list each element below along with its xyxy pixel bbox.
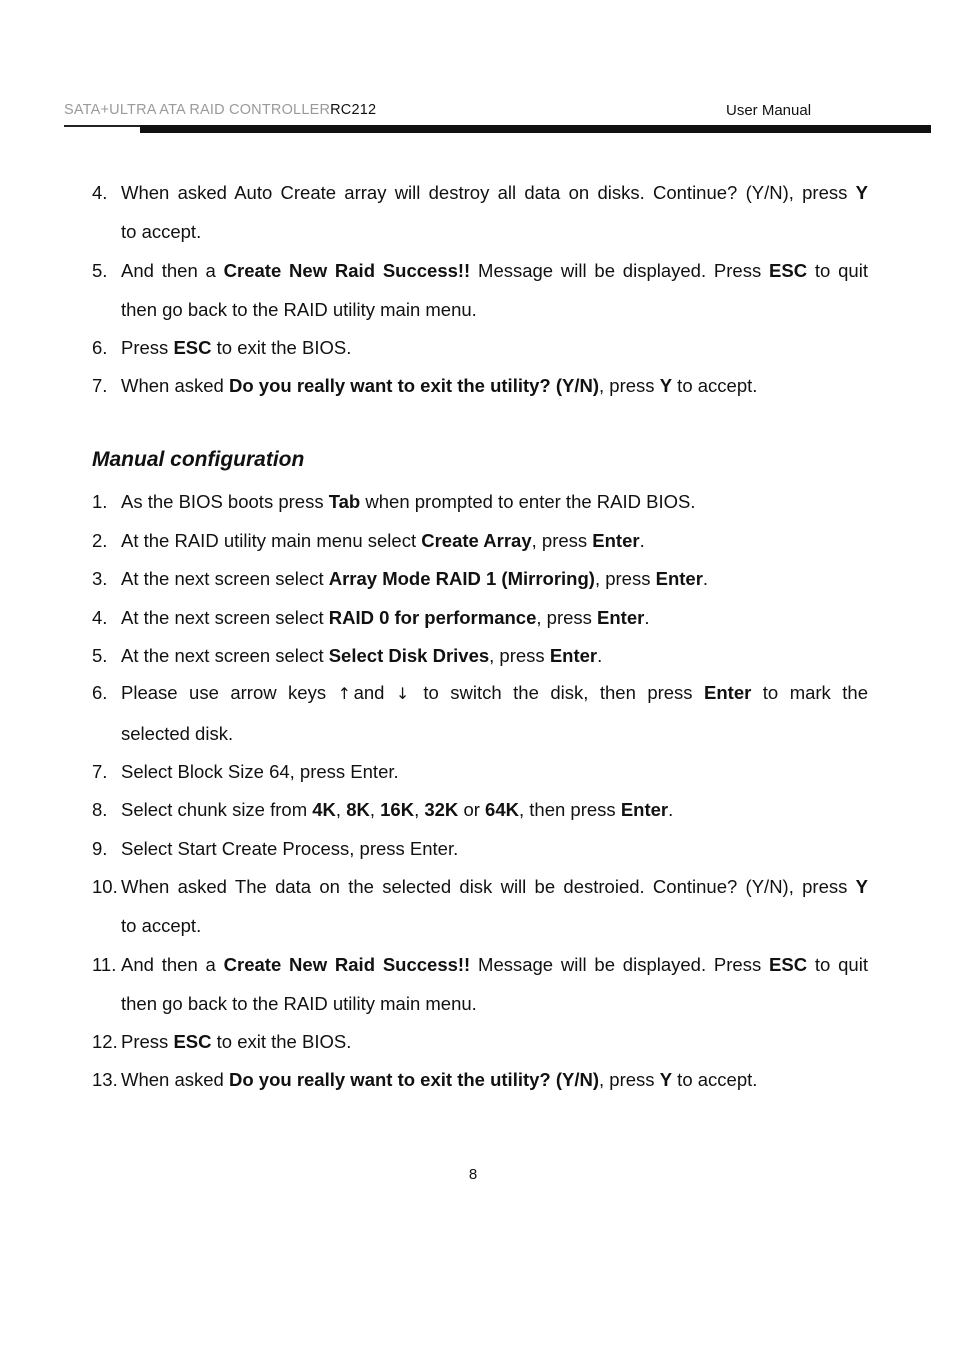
bold-term: Select Disk Drives <box>328 645 490 666</box>
text-line <box>121 252 868 291</box>
list-item-text <box>121 791 868 830</box>
text-run: Message will be displayed. Press <box>470 260 770 281</box>
text-run: when prompted to enter the RAID BIOS. <box>360 491 696 512</box>
list-item <box>92 830 868 869</box>
bold-term: Create New Raid Success!! <box>223 954 471 975</box>
list-item <box>92 791 868 830</box>
text-line <box>121 830 868 869</box>
text-line <box>121 1061 868 1100</box>
list-item-number: 1. <box>92 491 108 512</box>
list-item <box>92 868 868 945</box>
list-item-text <box>121 753 868 792</box>
list-item-text <box>121 252 868 329</box>
text-run: to quit <box>807 260 868 281</box>
text-run: to accept. <box>121 220 202 242</box>
text-line <box>121 753 868 792</box>
text-run: to accept. <box>672 1069 758 1090</box>
text-run: , press <box>531 530 593 551</box>
bold-term: Tab <box>328 491 361 512</box>
text-run: When asked <box>121 1069 229 1090</box>
header-model: RC212 <box>330 102 377 118</box>
text-line <box>121 213 868 252</box>
bold-term: Enter <box>597 607 645 628</box>
bold-term: 16K <box>380 799 415 820</box>
text-run: Press <box>121 1031 174 1052</box>
list-item-number: 9. <box>92 838 108 859</box>
text-run: to switch the disk, then press <box>411 682 705 703</box>
text-run: selected disk. <box>121 722 234 744</box>
bold-term: Enter <box>655 568 703 589</box>
list-item-number: 3. <box>92 568 108 589</box>
text-run: , press <box>599 1069 660 1090</box>
list-item-text <box>121 367 868 406</box>
list-item <box>92 637 868 676</box>
text-run: , press <box>594 568 656 589</box>
text-run: At the next screen select <box>121 645 329 666</box>
list-item-text <box>121 560 868 599</box>
bold-term: Do you really want to exit the utility? (Y/N) <box>228 1069 600 1090</box>
list-item-number: 11. <box>92 954 117 975</box>
header-product-line: SATA+ULTRA ATA RAID CONTROLLER <box>64 102 331 118</box>
text-run: Please use arrow keys <box>121 682 338 703</box>
list-item-number: 4. <box>92 607 108 628</box>
text-run: to exit the BIOS. <box>211 1031 352 1052</box>
text-run: and <box>353 682 396 703</box>
arrow-down-icon: ↓ <box>395 684 410 703</box>
text-line <box>121 674 868 714</box>
text-line <box>121 637 868 676</box>
list-item-number: 12. <box>92 1031 118 1052</box>
text-run: . <box>644 607 650 628</box>
text-run: When asked The data on the selected disk will be destroied. Continue? (Y/N), press <box>121 876 856 897</box>
text-run: , press <box>536 607 598 628</box>
list-item <box>92 174 868 251</box>
bold-term: RAID 0 for performance <box>328 607 537 628</box>
text-run: When asked Auto Create array will destroy all data on disks. Continue? (Y/N), press <box>121 182 856 203</box>
text-run: , press <box>599 375 660 396</box>
bold-term: ESC <box>173 1031 212 1052</box>
text-run: then go back to the RAID utility main menu. <box>121 992 477 1014</box>
bold-term: Enter <box>549 645 598 666</box>
text-run: At the next screen select <box>121 607 329 628</box>
bold-term: Array Mode RAID 1 (Mirroring) <box>328 568 595 589</box>
text-run: . <box>639 530 645 551</box>
list-item-text <box>121 599 868 638</box>
list-item-text <box>121 174 868 251</box>
text-run: And then a <box>121 954 224 975</box>
text-run: or <box>458 799 486 820</box>
text-run: Select chunk size from <box>121 799 313 820</box>
text-run: And then a <box>121 260 224 281</box>
list-item-number: 4. <box>92 182 108 203</box>
list-item-number: 8. <box>92 799 108 820</box>
text-line <box>121 868 868 907</box>
bold-term: ESC <box>769 954 808 975</box>
list-item <box>92 483 868 522</box>
section-heading-manual-configuration: Manual configuration <box>92 448 305 471</box>
list-item-text <box>121 946 868 1023</box>
text-run: As the BIOS boots press <box>121 491 329 512</box>
list-item-text <box>121 1023 868 1062</box>
text-line <box>121 291 868 330</box>
header-title <box>64 102 376 118</box>
text-run: to accept. <box>121 914 202 936</box>
list-item-number: 5. <box>92 260 108 281</box>
list-item-number: 10. <box>92 876 118 897</box>
text-run: . <box>702 568 709 589</box>
list-item-text <box>121 522 868 561</box>
text-run: Select Start Create Process, press Enter. <box>121 838 459 859</box>
bold-term: 8K <box>346 799 370 820</box>
list-item <box>92 1023 868 1062</box>
text-run: to exit the BIOS. <box>211 337 352 358</box>
text-run: to accept. <box>672 375 758 396</box>
list-item <box>92 946 868 1023</box>
bold-term: Enter <box>620 799 669 820</box>
list-item <box>92 599 868 638</box>
bold-term: Y <box>659 375 673 396</box>
list-item-number: 6. <box>92 682 108 703</box>
list-item-text <box>121 483 868 522</box>
text-line <box>121 329 868 368</box>
list-item-number: 6. <box>92 337 108 358</box>
bold-term: Enter <box>592 530 640 551</box>
header-manual-label: User Manual <box>726 102 812 119</box>
text-line <box>121 174 868 213</box>
text-line <box>121 985 868 1024</box>
text-line <box>121 560 868 599</box>
list-item-number: 7. <box>92 761 108 782</box>
text-run: to quit <box>807 954 868 975</box>
text-line <box>121 599 868 638</box>
text-line <box>121 907 868 946</box>
list-item-text <box>121 674 868 753</box>
bold-term: Y <box>855 182 868 203</box>
bold-term: ESC <box>769 260 808 281</box>
text-run: . <box>668 799 674 820</box>
list-item-text <box>121 637 868 676</box>
list-item-text <box>121 329 868 368</box>
list-item <box>92 560 868 599</box>
text-line <box>121 946 868 985</box>
bold-term: Create New Raid Success!! <box>223 260 471 281</box>
text-run: , press <box>489 645 550 666</box>
list-item-text <box>121 868 868 945</box>
list-item <box>92 329 868 368</box>
page-number: 8 <box>468 1166 478 1183</box>
text-run: . <box>597 645 603 666</box>
list-item <box>92 674 868 753</box>
bold-term: 4K <box>312 799 336 820</box>
text-run: At the next screen select <box>121 568 329 589</box>
text-run: , then press <box>519 799 621 820</box>
bold-term: ESC <box>173 337 212 358</box>
text-run: , <box>335 799 347 820</box>
bold-term: 32K <box>424 799 459 820</box>
bold-term: Enter <box>704 682 752 703</box>
bold-term: Do you really want to exit the utility? (Y/N) <box>228 375 600 396</box>
text-run: At the RAID utility main menu select <box>121 530 422 551</box>
list-item <box>92 252 868 329</box>
bold-term: Y <box>659 1069 673 1090</box>
text-line <box>121 791 868 830</box>
text-line <box>121 367 868 406</box>
text-run: Message will be displayed. Press <box>470 954 770 975</box>
list-item-number: 5. <box>92 645 108 666</box>
text-run: Press <box>121 337 174 358</box>
list-item-text <box>121 830 868 869</box>
text-run: Select Block Size 64, press Enter. <box>121 761 399 782</box>
bold-term: Y <box>855 876 868 897</box>
header-rule <box>64 125 931 133</box>
list-item <box>92 367 868 406</box>
arrow-up-icon: ↑ <box>337 684 351 703</box>
list-item-number: 2. <box>92 530 108 551</box>
list-item-number: 7. <box>92 375 108 396</box>
text-line <box>121 483 868 522</box>
list-item <box>92 753 868 792</box>
bold-term: 64K <box>485 799 519 820</box>
text-run: When asked <box>121 375 229 396</box>
text-run: , <box>369 799 381 820</box>
text-run: , <box>414 799 425 820</box>
text-run: to mark the <box>751 682 868 703</box>
bold-term: Create Array <box>421 530 532 551</box>
text-run: then go back to the RAID utility main menu. <box>121 298 477 320</box>
text-line <box>121 715 868 754</box>
text-line <box>121 522 868 561</box>
list-item <box>92 1061 868 1100</box>
text-line <box>121 1023 868 1062</box>
list-item-text <box>121 1061 868 1100</box>
list-item <box>92 522 868 561</box>
list-item-number: 13. <box>92 1069 118 1090</box>
